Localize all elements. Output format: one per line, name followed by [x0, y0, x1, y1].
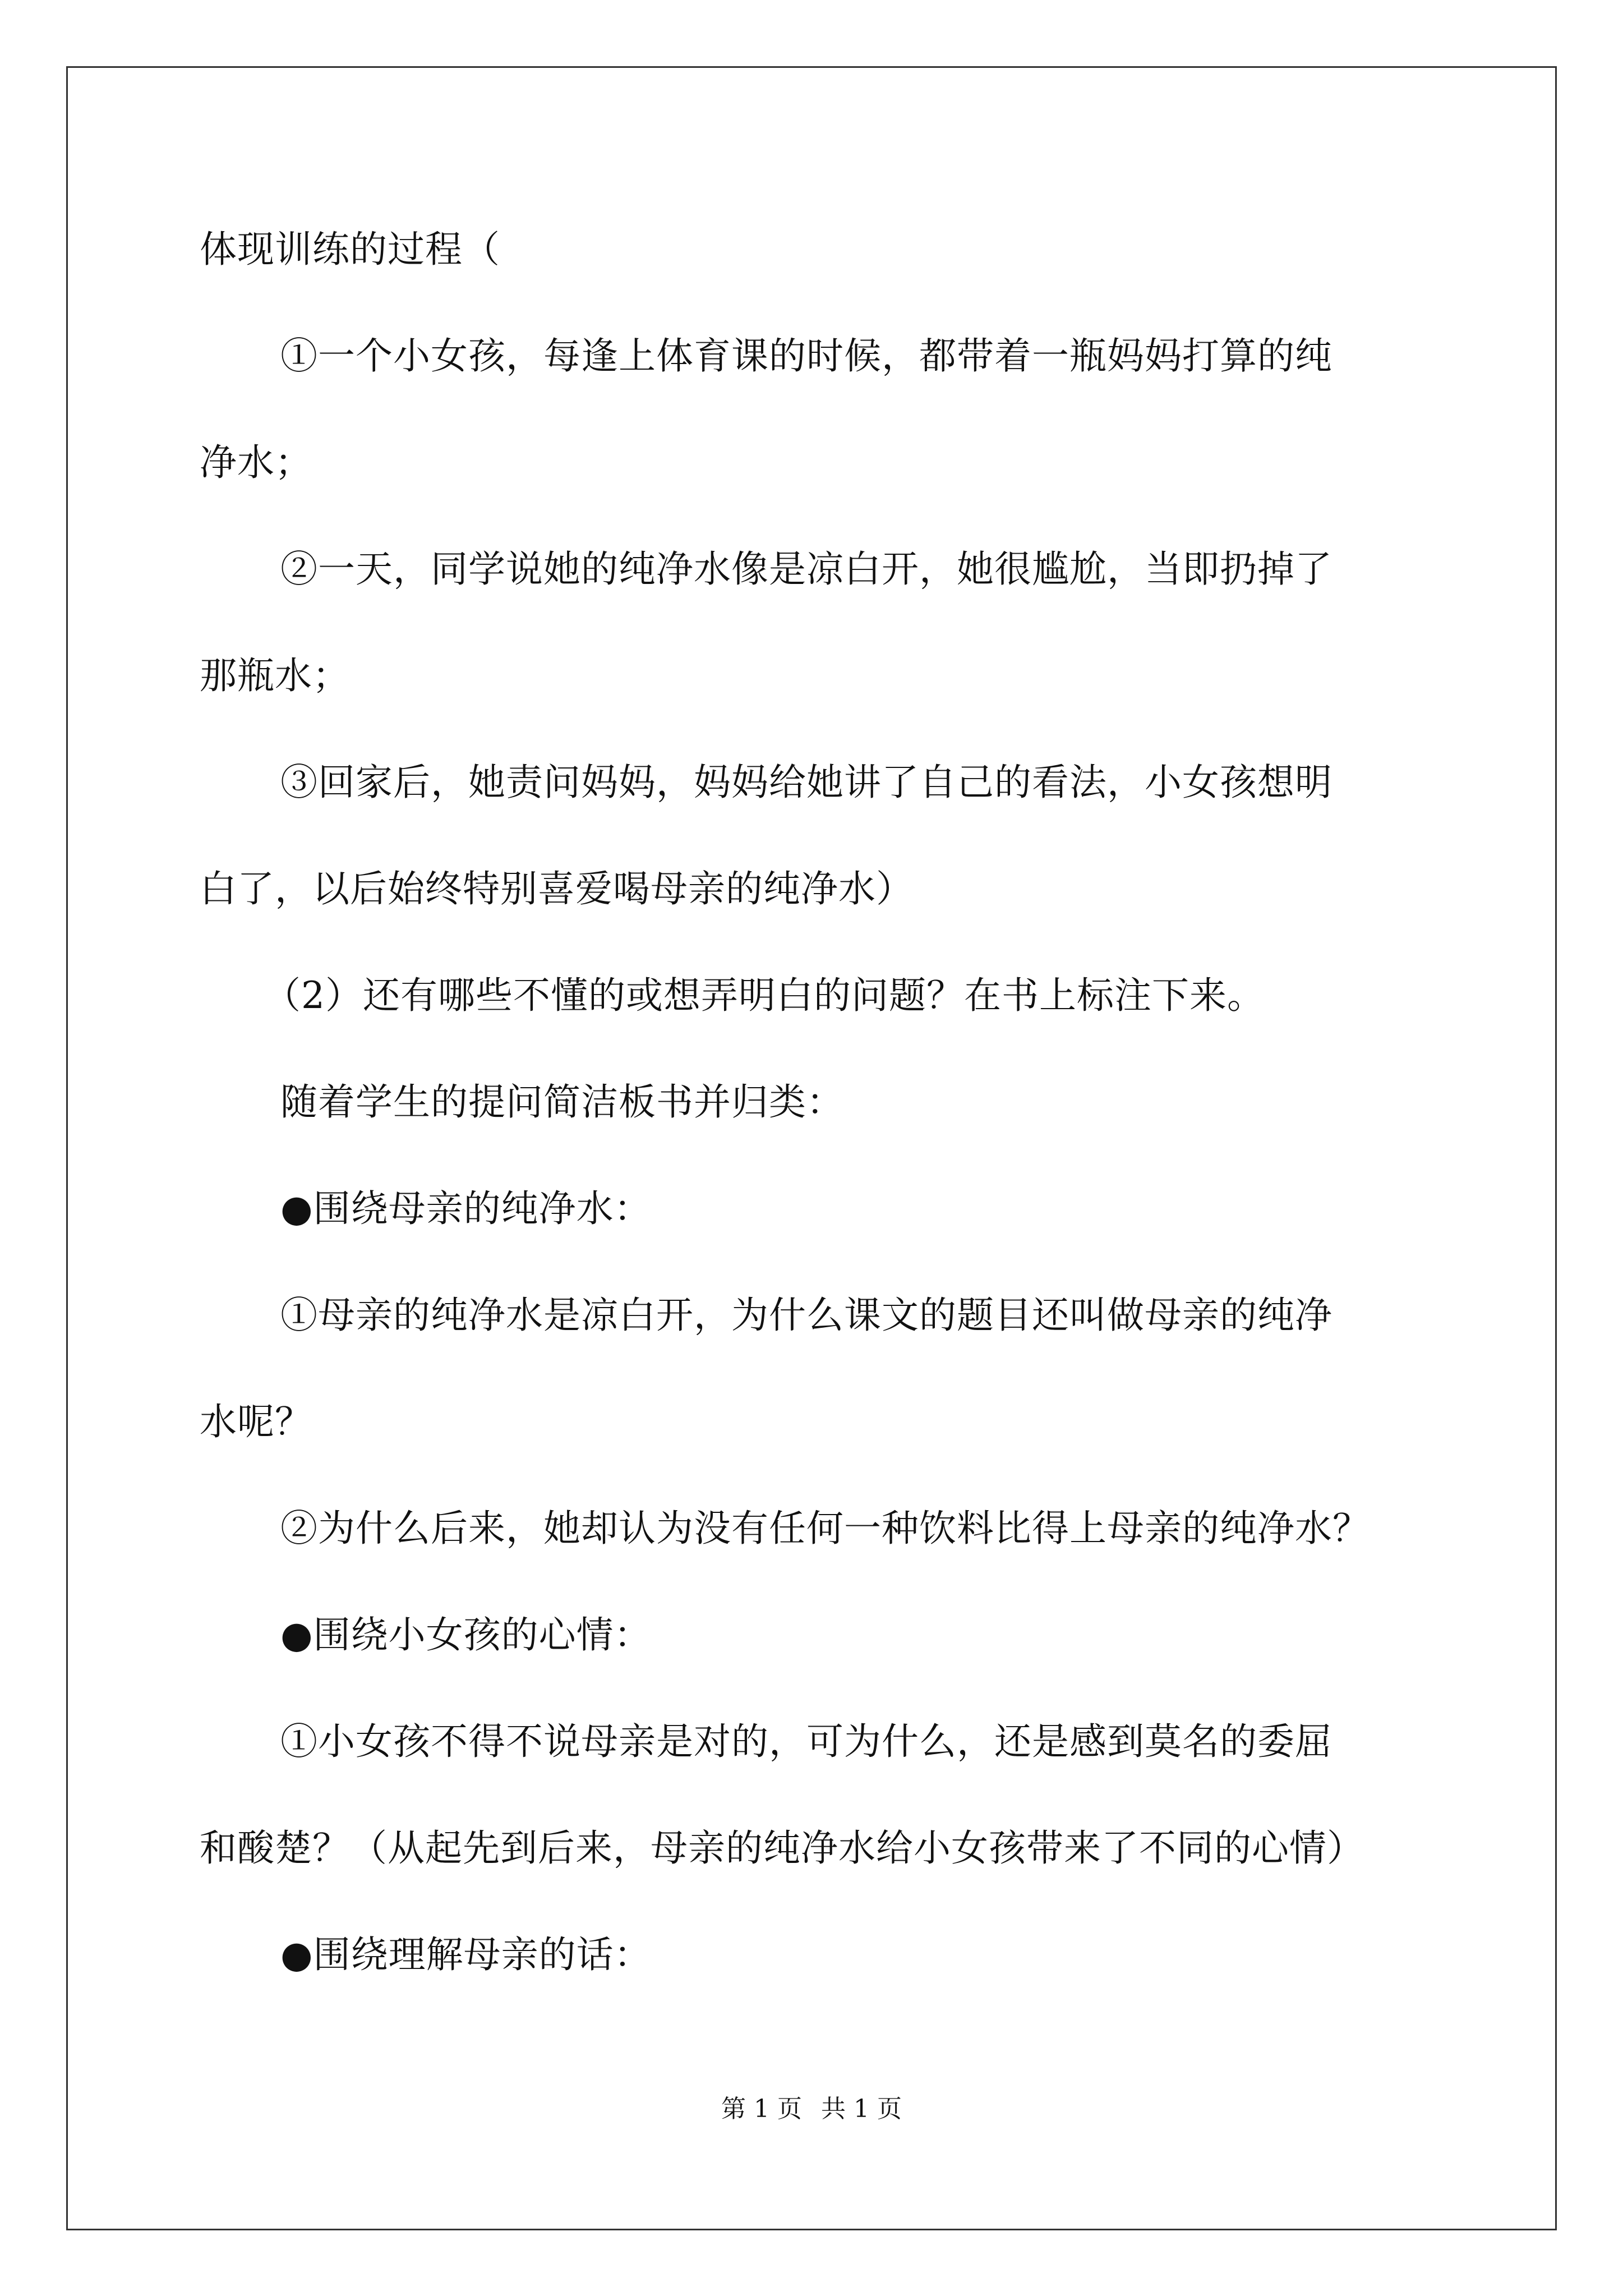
text-line-14: ●围绕小女孩的心情： — [280, 1613, 652, 1657]
text-line-13: ②为什么后来，她却认为没有任何一种饮料比得上母亲的纯净水？ — [280, 1507, 1370, 1550]
text-line-7: 白了，以后始终特别喜爱喝母亲的纯净水） — [200, 867, 914, 910]
text-line-16: 和酸楚？（从起先到后来，母亲的纯净水给小女孩带来了不同的心情） — [200, 1826, 1364, 1870]
page-total: 共 1 页 — [821, 2095, 902, 2123]
text-line-11: ①母亲的纯净水是凉白开，为什么课文的题目还叫做母亲的纯净 — [280, 1294, 1332, 1337]
text-line-17: ●围绕理解母亲的话： — [280, 1933, 652, 1976]
text-line-5: 那瓶水； — [200, 654, 350, 697]
text-line-3: 净水； — [200, 441, 312, 484]
text-line-9: 随着学生的提问简洁板书并归类： — [280, 1080, 844, 1124]
text-line-12: 水呢？ — [200, 1400, 312, 1443]
text-line-6: ③回家后，她责问妈妈，妈妈给她讲了自己的看法，小女孩想明 — [280, 761, 1332, 804]
page-footer — [0, 2092, 1623, 2126]
text-line-15: ①小女孩不得不说母亲是对的，可为什么，还是感到莫名的委屈 — [280, 1720, 1332, 1763]
text-line-2: ①一个小女孩，每逢上体育课的时候，都带着一瓶妈妈打算的纯 — [280, 334, 1332, 378]
text-line-4: ②一天，同学说她的纯净水像是凉白开，她很尴尬，当即扔掉了 — [280, 547, 1332, 591]
text-line-10: ●围绕母亲的纯净水： — [280, 1187, 652, 1230]
page-number: 第 1 页 — [721, 2095, 802, 2123]
text-line-8: （2）还有哪些不懂的或想弄明白的问题？在书上标注下来。 — [264, 974, 1265, 1017]
text-line-1: 体现训练的过程（ — [200, 228, 500, 271]
